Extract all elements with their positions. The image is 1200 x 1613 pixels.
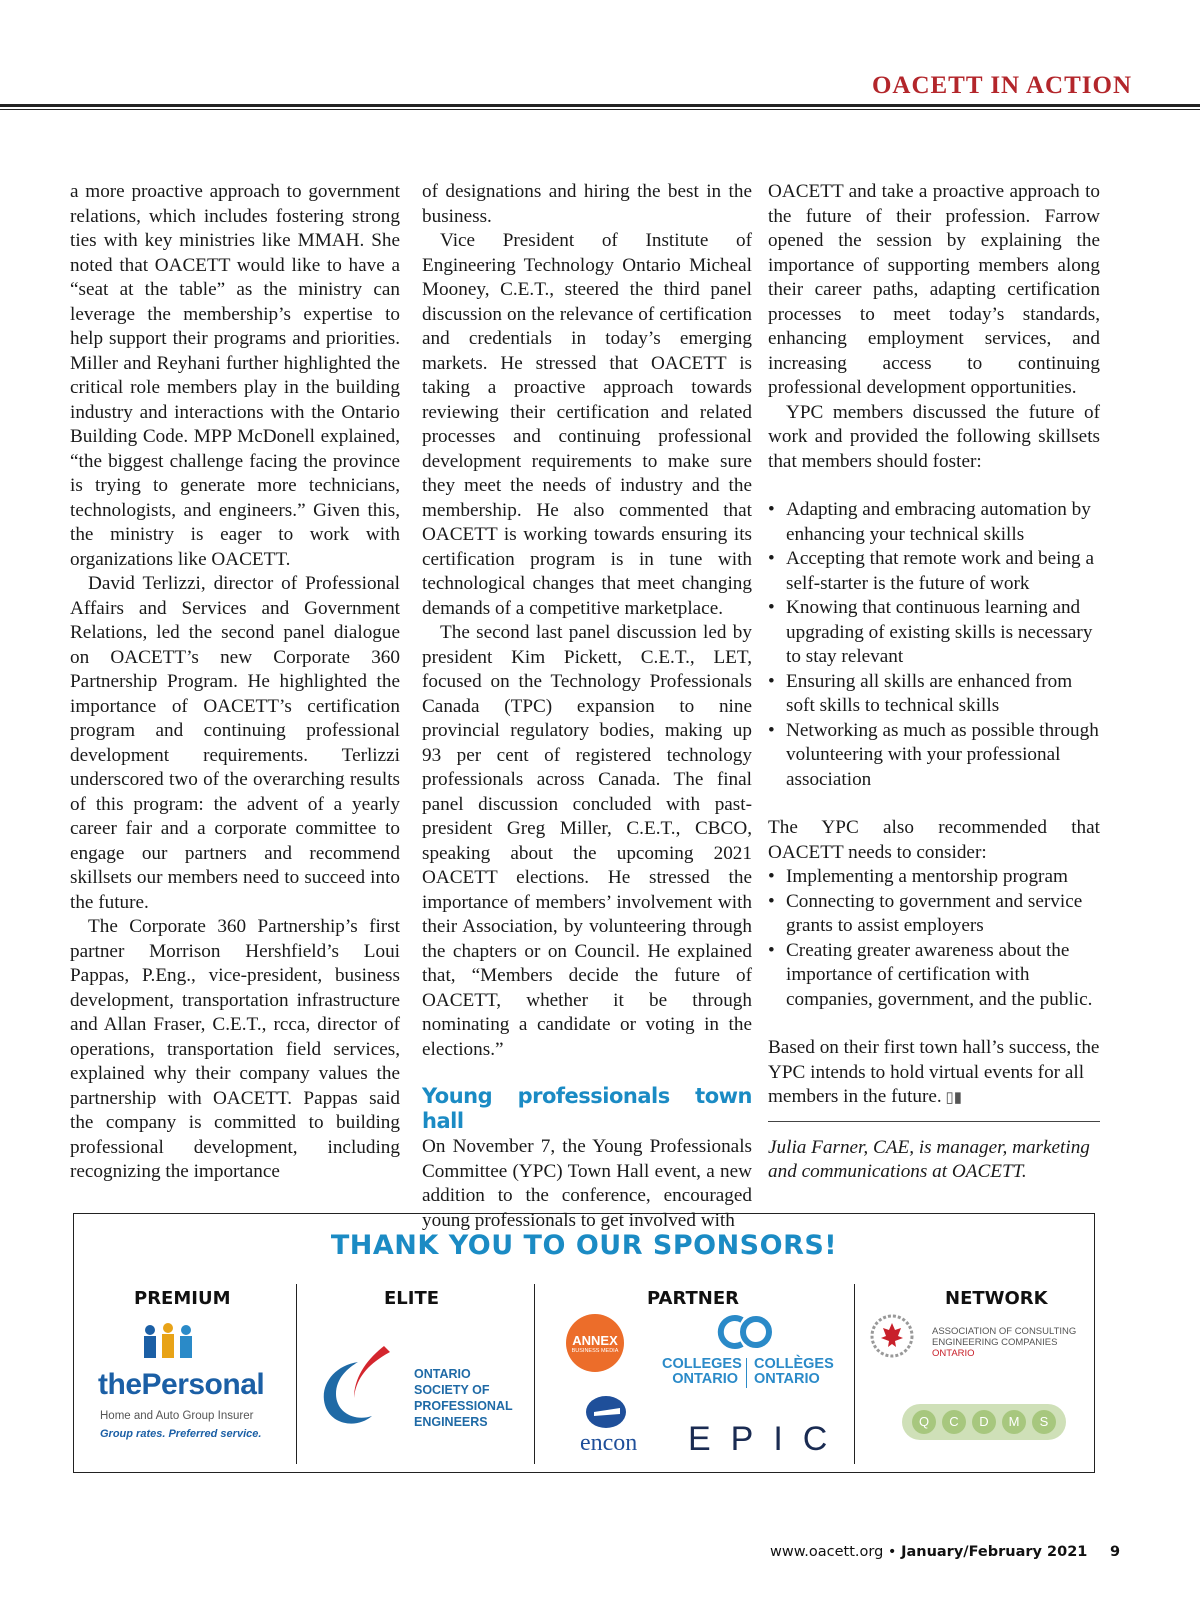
- closing-text: Based on their first town hall’s success, the YPC intends to hold virtual events for all members in the future.: [768, 1037, 1100, 1107]
- header-rule-thin: [0, 109, 1200, 110]
- byline: Julia Farner, CAE, is manager, marketing and communications at OACETT.: [768, 1136, 1090, 1182]
- paragraph: On November 7, the Young Professionals Committee (YPC) Town Hall event, a new addition to the conference, encouraged young professionals to get involved with: [422, 1136, 752, 1231]
- list-item: • Knowing that continuous learning and upgrading of existing skills is necessary to stay relevant: [768, 596, 1100, 670]
- qcdms-letter: Q: [912, 1410, 936, 1434]
- tier-premium: PREMIUM: [134, 1288, 231, 1309]
- list-item: • Creating greater awareness about the importance of certification with companies, government, and the public.: [768, 939, 1100, 1013]
- colleges-line: COLLÈGES: [754, 1356, 834, 1372]
- divider: [296, 1284, 297, 1464]
- list-item: • Adapting and embracing automation by enhancing your technical skills: [768, 498, 1100, 547]
- paragraph: [768, 1036, 1100, 1111]
- epic-logo: EPIC: [688, 1420, 848, 1458]
- annex-name: ANNEX: [572, 1333, 618, 1348]
- ospe-line: PROFESSIONAL: [414, 1399, 513, 1413]
- list-item: • Networking as much as possible through volunteering with your professional association: [768, 719, 1100, 793]
- the-personal-logo: thePersonal: [98, 1368, 265, 1401]
- paragraph: The YPC also recommended that OACETT needs to consider:: [768, 817, 1100, 863]
- qcdms-letter: D: [972, 1410, 996, 1434]
- ospe-line: ONTARIO: [414, 1367, 471, 1381]
- encon-icon: [584, 1394, 628, 1430]
- article-column-3: [768, 180, 1100, 1185]
- paragraph: Vice President of Institute of Engineering Technology Ontario Micheal Mooney, C.E.T., steered the third panel discussion on the relevance of certification and credentials in today’s emerging markets. He stressed that OACETT is taking a proactive approach towards reviewing their certification and related processes and continuing professional development requirements to make sure they meet the needs of industry and the membership. He also commented that OACETT is working towards ensuring its certification program is in tune with technological changes that meet changing demands of a competitive marketplace.: [422, 230, 752, 619]
- subheading: Young professionals town hall: [422, 1084, 752, 1133]
- qcdms-logo: [902, 1404, 1066, 1440]
- list-item: • Accepting that remote work and being a self-starter is the future of work: [768, 547, 1100, 596]
- paragraph: David Terlizzi, director of Professional Affairs and Services and Government Relations, led the second panel dialogue on OACETT’s new Corporate 360 Partnership Program. He highlighted the importance of OACETT’s certification program and continuing professional development requirements. Terlizzi underscored two of the overarching results of this program: the advent of a yearly career fair and a corporate committee to engage our partners and recommend skillsets our members need to succeed into the future.: [70, 573, 400, 913]
- colleges-ontario-icon: [714, 1312, 778, 1352]
- tier-partner: PARTNER: [647, 1288, 740, 1309]
- tier-network: NETWORK: [945, 1288, 1048, 1309]
- acec-line: ONTARIO: [932, 1348, 975, 1359]
- the-personal-people-icon: [140, 1322, 196, 1366]
- paragraph: The second last panel discussion led by president Kim Pickett, C.E.T., LET, focused on the Technology Professionals Canada (TPC) expansion to nine provincial regulatory bodies, making up 93 per cent of registered technology professionals across Canada. The final panel discussion concluded with past-president Greg Miller, C.E.T., CBCO, speaking about the upcoming 2021 OACETT elections. He stressed the importance of members’ involvement with their Association, by volunteering through the chapters or on Council. He explained that, “Members decide the future of OACETT, whether it be through nominating a candidate or voting in the elections.”: [422, 622, 752, 1060]
- acec-line: ENGINEERING COMPANIES: [932, 1337, 1058, 1348]
- article-column-1: [70, 180, 400, 1185]
- paragraph: of designations and hiring the best in the business.: [422, 181, 752, 227]
- qcdms-letter: M: [1002, 1410, 1026, 1434]
- ospe-line: ENGINEERS: [414, 1415, 488, 1429]
- qcdms-letter: C: [942, 1410, 966, 1434]
- paragraph: a more proactive approach to government relations, which includes fostering strong ties with key ministries like MMAH. She noted that OACETT would like to have a “seat at the table” as the ministry can leverage the membership’s expertise to help support their programs and priorities. Miller and Reyhani further highlighted the critical role members play in the building industry and interactions with the Ontario Building Code. MPP McDonell explained, “the biggest challenge facing the province is trying to generate more technicians, technologists, and engineers.” Given this, the ministry is eager to work with organizations like OACETT.: [70, 181, 400, 570]
- divider: [534, 1284, 535, 1464]
- list-item: • Connecting to government and service grants to assist employers: [768, 890, 1100, 939]
- end-mark-icon: ▯▮: [941, 1090, 962, 1106]
- the-personal-slogan: Group rates. Preferred service.: [100, 1428, 262, 1440]
- footer: [770, 1544, 1120, 1560]
- paragraph: YPC members discussed the future of work and provided the following skillsets that members should foster:: [768, 401, 1100, 472]
- paragraph: The Corporate 360 Partnership’s first partner Morrison Hershfield’s Loui Pappas, P.Eng., vice-president, business development, transportation infrastructure and Allan Fraser, C.E.T., rcca, director of operations, transportation field services, explained why their company values the partnership with OACETT. Pappas said the company is committed to building professional development, including recognizing the importance: [70, 916, 400, 1182]
- qcdms-letter: S: [1032, 1410, 1056, 1434]
- footer-url: www.oacett.org: [770, 1544, 884, 1560]
- divider: [854, 1284, 855, 1464]
- list-item: • Ensuring all skills are enhanced from soft skills to technical skills: [768, 670, 1100, 719]
- article-column-2: [422, 180, 752, 1233]
- the-personal-tagline: Home and Auto Group Insurer: [100, 1410, 254, 1422]
- recommendation-list: [768, 865, 1100, 1012]
- sponsors-title: THANK YOU TO OUR SPONSORS!: [330, 1230, 838, 1261]
- colleges-ontario-en: [662, 1356, 742, 1387]
- ospe-line: SOCIETY OF: [414, 1383, 490, 1397]
- acec-maple-leaf-icon: [870, 1314, 914, 1358]
- ospe-logo-text: [414, 1366, 513, 1430]
- footer-separator: •: [887, 1544, 897, 1560]
- byline-rule: [768, 1121, 1100, 1122]
- acec-logo-text: [932, 1326, 1076, 1359]
- colleges-divider: [746, 1358, 747, 1388]
- footer-issue: January/February 2021: [901, 1544, 1088, 1560]
- list-item: • Implementing a mentorship program: [768, 865, 1100, 890]
- colleges-line: COLLEGES: [662, 1356, 742, 1372]
- tier-elite: ELITE: [384, 1288, 440, 1309]
- sponsors-box: [73, 1213, 1095, 1473]
- section-heading: OACETT IN ACTION: [871, 72, 1132, 99]
- annex-logo: [566, 1314, 624, 1372]
- ospe-swoosh-icon: [314, 1342, 404, 1434]
- annex-sub: BUSINESS MEDIA: [571, 1348, 619, 1354]
- colleges-line: ONTARIO: [754, 1371, 820, 1387]
- colleges-line: ONTARIO: [672, 1371, 738, 1387]
- encon-logo: encon: [580, 1430, 638, 1456]
- paragraph: OACETT and take a proactive approach to the future of their profession. Farrow opened the session by explaining the importance of supporting members along their career paths, adapting certification processes to meet today’s standards, enhancing employment services, and increasing access to continuing professional development opportunities.: [768, 181, 1100, 398]
- skillset-list: [768, 498, 1100, 792]
- page-number: 9: [1109, 1544, 1121, 1560]
- colleges-ontario-fr: [754, 1357, 834, 1387]
- acec-line: ASSOCIATION OF CONSULTING: [932, 1326, 1077, 1337]
- header-rule: [0, 104, 1200, 107]
